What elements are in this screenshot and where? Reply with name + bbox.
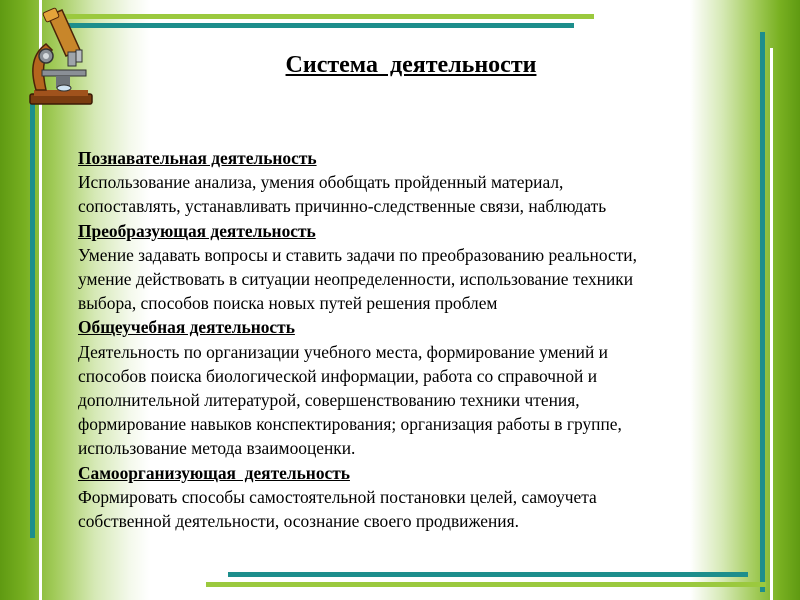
section-heading-cognitive: Познавательная деятельность	[78, 148, 317, 168]
section-text-cognitive: Использование анализа, умения обобщать пройденный материал, сопоставлять, устанавливать причинно-следственные связи, наблюдать	[78, 172, 607, 217]
slide-title: Система деятельности	[285, 52, 537, 78]
decorative-line	[30, 98, 35, 538]
slide-content	[78, 146, 738, 533]
decorative-line	[206, 582, 766, 587]
decorative-line	[770, 48, 773, 600]
decorative-line	[228, 572, 748, 577]
section-text-general-educational: Деятельность по организации учебного места, формирование умений и способов поиска биологической информации, работа со справочной и дополнительной литературой, совершенствованию техники чтения, формирование навыков конспектирования; организация работы в группе, использование метода взаимооценки.	[78, 341, 622, 459]
section-heading-general-educational: Общеучебная деятельность	[78, 317, 295, 338]
section-heading-transformative: Преобразующая деятельность	[78, 220, 316, 241]
section-text-self-organizing: Формировать способы самостоятельной постановки целей, самоучета собственной деятельности, осознание своего продвижения.	[78, 486, 597, 532]
section-text-transformative: Умение задавать вопросы и ставить задачи по преобразованию реальности, умение действовать в ситуации неопределенности, использование техники выбора, способов поиска новых путей решения проблем	[78, 244, 637, 314]
decorative-line	[760, 32, 765, 592]
decorative-line	[42, 14, 594, 19]
section-heading-self-organizing: Самоорганизующая деятельность	[78, 462, 350, 483]
decorative-line	[62, 23, 574, 28]
